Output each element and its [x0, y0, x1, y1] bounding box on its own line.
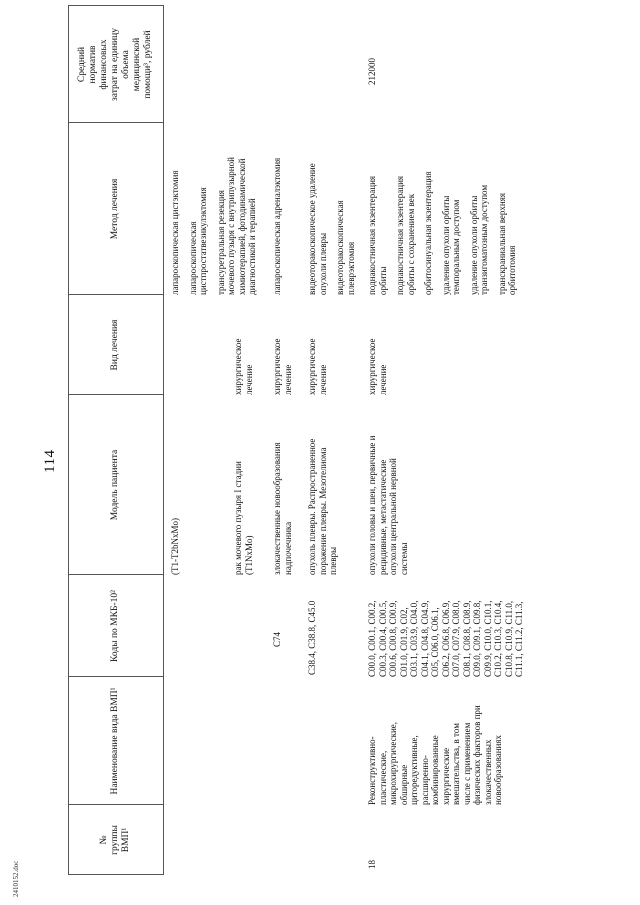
model-line: опухоли головы и шеи, первичные и: [367, 435, 377, 575]
kind-line: хирургическое: [307, 338, 317, 395]
header-cost-line: Средний: [77, 46, 87, 83]
method-cell: [367, 172, 518, 296]
kind-line: хирургическое: [367, 338, 377, 395]
method-cell: [307, 163, 356, 295]
header-name-text: Наименование вида ВМП¹: [110, 687, 120, 795]
header-name: [68, 677, 163, 805]
model-line: надпочечника: [282, 521, 293, 575]
model-cell: [367, 436, 409, 575]
name-line: обширные: [398, 764, 409, 805]
method-line: транскраниальная верхняя: [496, 192, 507, 295]
codes-line: C00.6, C00.8, C00.9,: [388, 600, 398, 677]
method-line: цистпростатвезикулэктомия: [198, 187, 208, 295]
name-line: хирургические: [440, 747, 451, 805]
kind-line: лечение: [282, 364, 293, 395]
group-number: 18: [367, 860, 377, 869]
header-kind-text: Вид лечения: [110, 319, 120, 371]
codes-line: C08.1, C08.8, C08.9,: [461, 600, 472, 677]
method-line: лапароскопическая цистэктомия: [170, 170, 180, 295]
method-line: мочевого пузыря с внутрипузырной: [226, 157, 236, 295]
codes-cell: [272, 632, 283, 647]
codes-line: C10.8, C10.9, C11.0,: [503, 600, 514, 677]
kind-cell: [233, 339, 254, 395]
header-method: [68, 123, 163, 295]
header-cost-line: помощи³, рублей: [143, 30, 153, 99]
method-line: орбиты с сохранением век: [405, 193, 416, 295]
model-line: плевры: [328, 546, 338, 575]
name-line: расширенно-: [419, 755, 430, 805]
kind-cell: [307, 339, 328, 395]
method-line: трансуретральная резекция: [215, 190, 226, 295]
name-line: числе с применением: [461, 722, 472, 805]
kind-cell: [367, 339, 388, 395]
method-line: лапароскопическая: [187, 221, 198, 295]
cost-cell: [367, 58, 378, 85]
header-method-text: Метод лечения: [110, 178, 120, 240]
method-line: диагностикой и терапией: [247, 198, 257, 295]
method-line: орбиты: [377, 266, 388, 295]
header-model-text: Модель пациента: [110, 449, 120, 521]
header-group-no-line: №: [99, 835, 109, 845]
header-separator: [163, 5, 164, 875]
method-line: орбитосинуальная экзентерация: [423, 171, 433, 295]
name-line: комбинированные: [430, 735, 440, 805]
kind-line: лечение: [243, 364, 254, 395]
model-line: (T1-T2bNxMo): [170, 518, 180, 575]
method-line: поднакостничная экзентерация: [367, 175, 377, 295]
header-group-no-line: группы: [110, 825, 120, 855]
name-line: злокачественных: [482, 739, 493, 805]
method-line: лапароскопическая адреналэктомия: [272, 157, 282, 295]
codes-line: C01.0, C01.9, C02,: [398, 607, 409, 677]
codes-line: C06.2, C06.8, C06.9,: [440, 600, 451, 677]
header-model: [68, 395, 163, 575]
name-line: Реконструктивно-: [367, 736, 377, 805]
method-line: плеврэктомия: [345, 241, 356, 295]
codes-line: C09.9, C10.0, C10.1,: [482, 600, 493, 677]
model-line: поражение плевры. Мезотелиома: [317, 447, 328, 575]
codes-line: C05, C06.0, C06.1,: [430, 607, 440, 677]
page-number: 114: [42, 449, 58, 473]
name-line: микрохирургические,: [388, 721, 398, 805]
codes-line: C09.0, C09.1, C09.8,: [472, 600, 482, 677]
group-no-cell: [367, 860, 378, 869]
header-group-no: [68, 805, 163, 875]
method-line: удаление опухоли орбиты: [440, 195, 451, 295]
method-line: химиотерапией, фотодинамической: [236, 158, 247, 295]
header-codes: [68, 575, 163, 677]
footer-filename: 2410152.doc: [12, 860, 20, 897]
model-line: (T1NxMo): [243, 535, 254, 575]
codes-line: C00.0, C00.1, C00.2,: [367, 600, 377, 677]
codes-cell: [307, 601, 318, 675]
header-cost-line: объема: [121, 50, 131, 79]
codes-line: C10.2, C10.3, C10.4,: [493, 600, 503, 677]
model-line: рецидивные, метастатические: [377, 459, 388, 575]
codes-line: C38.4, C38.8, C45.0: [307, 600, 317, 675]
model-cell: [170, 518, 181, 575]
header-cost-line: затрат на единицу: [110, 28, 120, 101]
header-kind: [68, 295, 163, 395]
method-line: транзигоматозным доступом: [479, 184, 489, 295]
codes-line: C07.0, C07.9, C08.0,: [451, 600, 461, 677]
model-line: рак мочевого пузыря I стадии: [233, 461, 243, 575]
method-line: видеоторакоскопическое удаление: [307, 163, 317, 295]
name-cell: [367, 705, 504, 805]
model-line: опухоли центральной нервной: [388, 458, 398, 575]
header-cost-line: медицинской: [132, 37, 142, 92]
model-cell: [307, 439, 339, 575]
codes-line: C03.1, C03.9, C04.0,: [409, 600, 419, 677]
header-codes-text: Коды по МКБ-10²: [110, 590, 120, 662]
model-line: опухоль плевры. Распространенное: [307, 438, 317, 575]
model-line: системы: [398, 542, 409, 575]
kind-line: хирургическое: [272, 338, 282, 395]
name-line: новообразованиях: [493, 735, 503, 805]
method-line: поднакостничная экзентерация: [395, 175, 405, 295]
header-cost: [68, 6, 163, 123]
name-line: вмешательства, в том: [451, 723, 461, 805]
method-line: темпоральным доступом: [451, 199, 461, 295]
model-line: злокачественные новообразования: [272, 442, 282, 575]
name-line: пластические,: [377, 750, 388, 805]
codes-line: C04.1, C04.8, C04.9,: [419, 600, 430, 677]
method-line: видеоторакоскопическая: [335, 200, 345, 295]
method-line: удаление опухоли орбиты: [468, 195, 479, 295]
codes-line: C00.3, C00.4, C00.5,: [377, 600, 388, 677]
header-group-no-line: ВМП¹: [121, 827, 131, 853]
model-cell: [272, 442, 293, 575]
kind-line: хирургическое: [233, 338, 243, 395]
method-line: опухоли плевры: [317, 232, 328, 295]
kind-line: лечение: [377, 364, 388, 395]
codes-line: C74: [272, 631, 282, 647]
name-line: физических факторов при: [472, 705, 482, 805]
kind-line: лечение: [317, 364, 328, 395]
method-line: орбитотомия: [507, 245, 517, 295]
codes-line: C11.1, C11.2, C11.3,: [514, 601, 524, 677]
method-cell: [272, 158, 283, 295]
method-cell: [170, 157, 258, 295]
header-cost-line: финансовых: [99, 39, 109, 90]
codes-cell: [367, 600, 525, 677]
cost-value: 212000: [367, 58, 377, 85]
header-cost-line: норматив: [88, 45, 98, 84]
model-cell: [233, 461, 254, 575]
kind-cell: [272, 339, 293, 395]
name-line: циторедуктивные,: [409, 735, 419, 805]
